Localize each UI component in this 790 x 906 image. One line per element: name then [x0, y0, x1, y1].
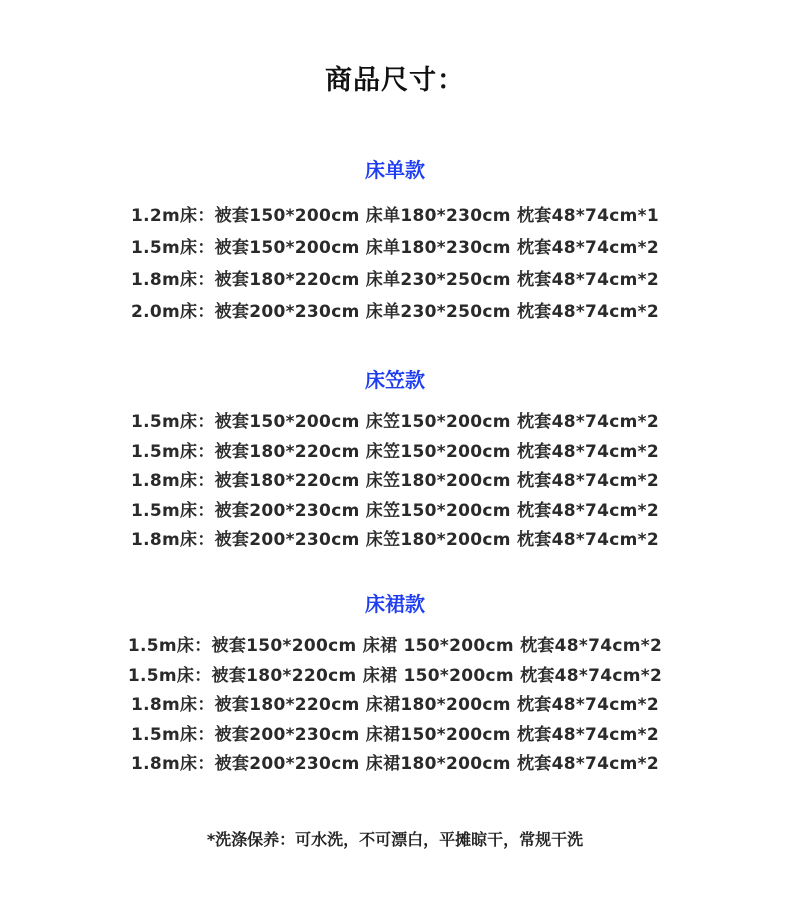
size-list [0, 200, 790, 328]
size-row: 1.2m床：被套150*200cm 床单180*230cm 枕套48*74cm*1 [131, 206, 659, 226]
size-row: 1.5m床：被套150*200cm 床裙 150*200cm 枕套48*74cm*2 [127, 636, 663, 656]
page-title: 商品尺寸： [325, 65, 465, 96]
size-row: 1.5m床：被套180*220cm 床裙 150*200cm 枕套48*74cm*2 [127, 665, 663, 686]
size-row: 1.5m床：被套150*200cm 床单180*230cm 枕套48*74cm*2 [131, 238, 659, 258]
size-row: 1.5m床：被套180*220cm 床笠150*200cm 枕套48*74cm*2 [131, 441, 659, 462]
section-title: 床单款 [365, 158, 425, 182]
size-row: 1.8m床：被套180*220cm 床单230*250cm 枕套48*74cm*2 [131, 270, 659, 290]
size-row: 2.0m床：被套200*230cm 床单230*250cm 枕套48*74cm*2 [131, 302, 659, 322]
section-bed-skirt [0, 590, 790, 780]
size-row: 1.5m床：被套200*230cm 床笠150*200cm 枕套48*74cm*2 [131, 500, 659, 521]
size-list [0, 632, 790, 780]
section-fitted-sheet [0, 366, 790, 556]
section-bedsheet [0, 156, 790, 328]
size-row: 1.8m床：被套200*230cm 床笠180*200cm 枕套48*74cm*2 [131, 530, 659, 550]
section-title: 床笠款 [365, 368, 425, 392]
size-list [0, 408, 790, 556]
size-row: 1.8m床：被套180*220cm 床裙180*200cm 枕套48*74cm*2 [131, 695, 659, 715]
size-row: 1.8m床：被套180*220cm 床笠180*200cm 枕套48*74cm*2 [131, 471, 659, 491]
care-instructions: *洗涤保养：可水洗，不可漂白，平摊晾干，常规干洗 [206, 830, 584, 849]
size-row: 1.5m床：被套150*200cm 床笠150*200cm 枕套48*74cm*2 [131, 412, 659, 432]
size-row: 1.8m床：被套200*230cm 床裙180*200cm 枕套48*74cm*2 [131, 754, 659, 774]
section-title: 床裙款 [365, 592, 425, 616]
size-row: 1.5m床：被套200*230cm 床裙150*200cm 枕套48*74cm*2 [131, 724, 659, 745]
